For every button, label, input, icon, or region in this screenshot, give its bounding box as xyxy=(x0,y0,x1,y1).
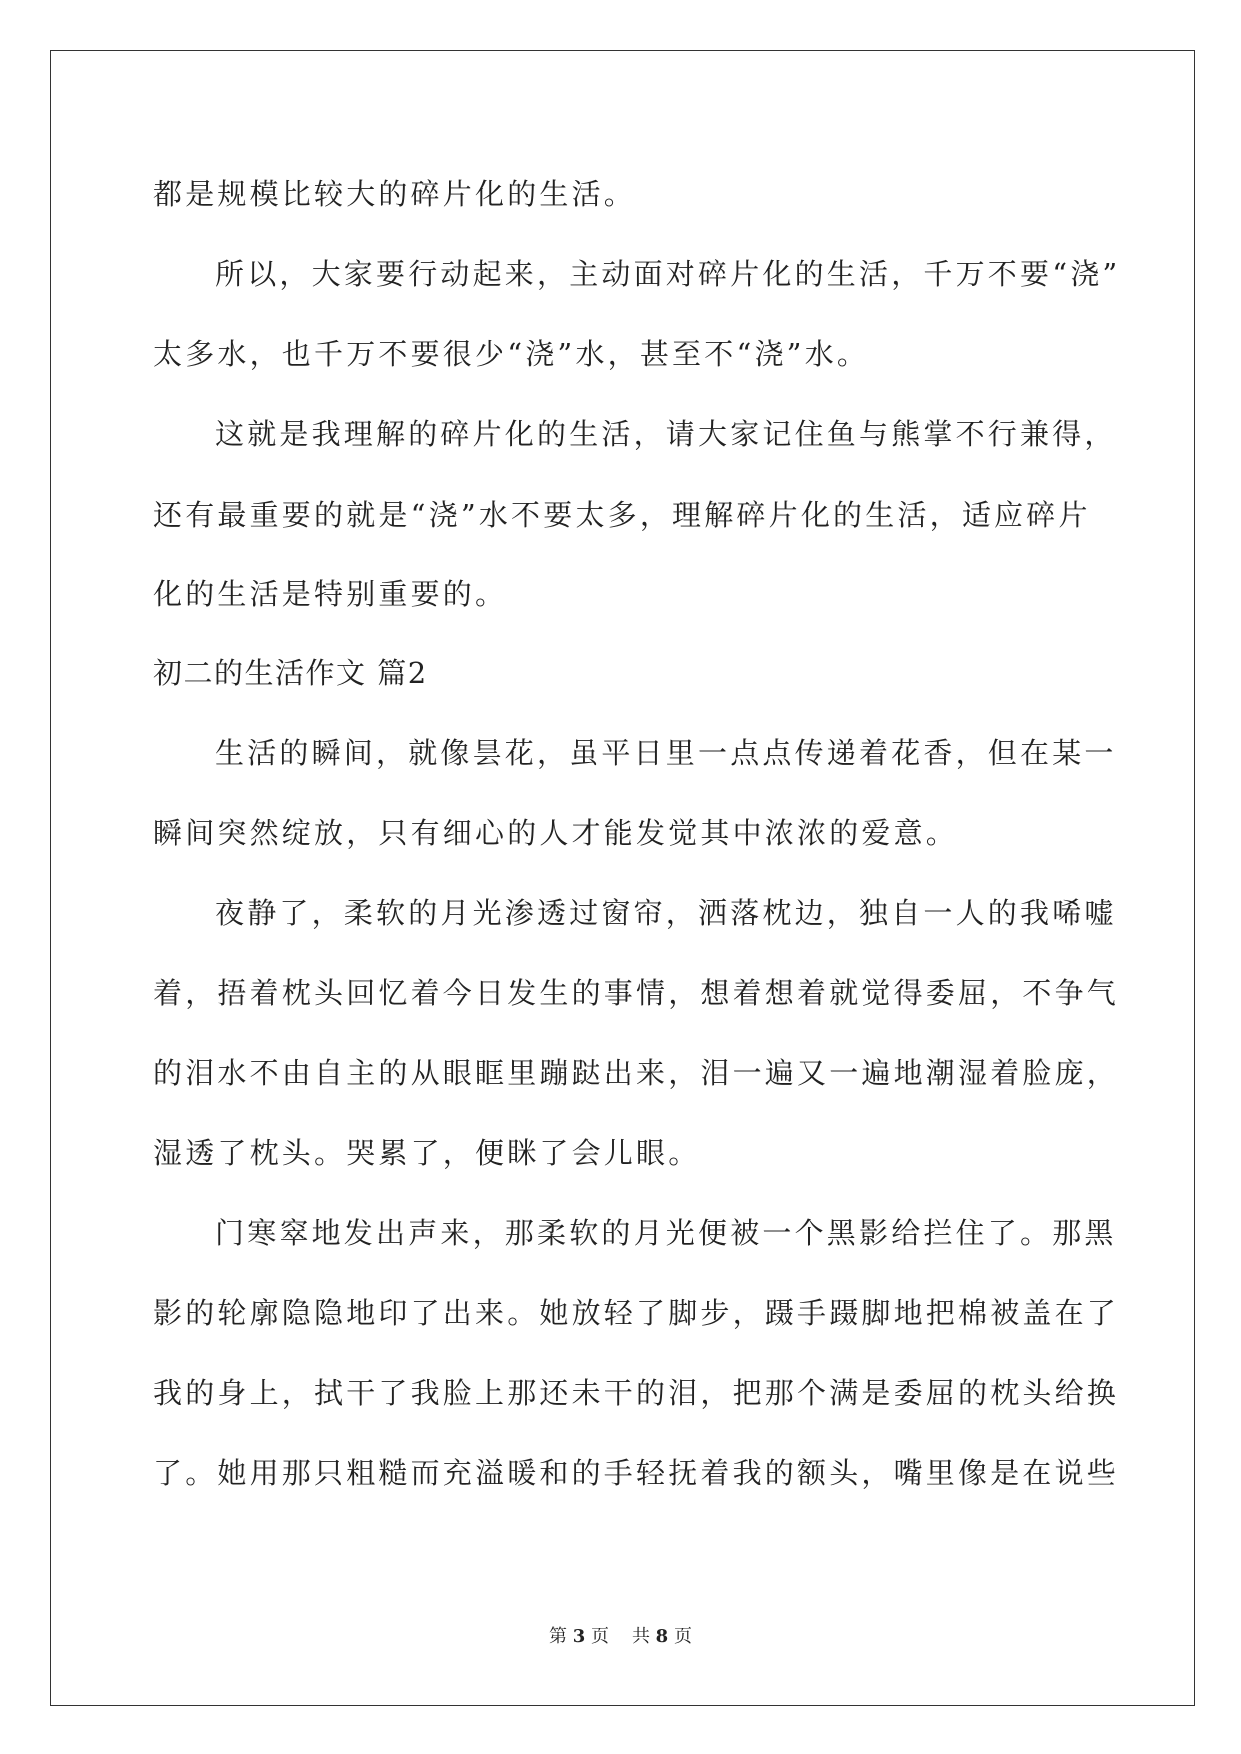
total-prefix: 共 xyxy=(631,1626,650,1647)
text-line: 太多水，也千万不要很少“浇”水，甚至不“浇”水。 xyxy=(153,337,870,371)
paragraph-start: 这就是我理解的碎片化的生活，请大家记住鱼与熊掌不行兼得， xyxy=(215,417,1117,451)
current-page-number: 3 xyxy=(572,1626,586,1647)
page-footer xyxy=(0,1626,1241,1648)
total-pages-number: 8 xyxy=(655,1626,669,1647)
text-line: 了。她用那只粗糙而充溢暖和的手轻抚着我的额头，嘴里像是在说些 xyxy=(153,1456,1120,1490)
text-line: 还有最重要的就是“浇”水不要太多，理解碎片化的生活，适应碎片 xyxy=(153,498,1091,532)
text-line: 化的生活是特别重要的。 xyxy=(153,577,508,611)
text-line: 湿透了枕头。哭累了，便眯了会儿眼。 xyxy=(153,1136,701,1170)
paragraph-start: 生活的瞬间，就像昙花，虽平日里一点点传递着花香，但在某一 xyxy=(215,736,1117,770)
page-prefix: 第 xyxy=(549,1626,568,1647)
section-heading: 初二的生活作文 篇2 xyxy=(153,656,428,690)
paragraph-start: 门寒窣地发出声来，那柔软的月光便被一个黑影给拦住了。那黑 xyxy=(215,1216,1117,1250)
text-line: 影的轮廓隐隐地印了出来。她放轻了脚步，蹑手蹑脚地把棉被盖在了 xyxy=(153,1296,1120,1330)
paragraph-start: 所以，大家要行动起来，主动面对碎片化的生活，千万不要“浇” xyxy=(215,257,1121,291)
paragraph-start: 夜静了，柔软的月光渗透过窗帘，洒落枕边，独自一人的我唏嘘 xyxy=(215,896,1117,930)
text-line: 瞬间突然绽放，只有细心的人才能发觉其中浓浓的爱意。 xyxy=(153,816,959,850)
text-line: 我的身上，拭干了我脸上那还未干的泪，把那个满是委屈的枕头给换 xyxy=(153,1376,1120,1410)
text-line: 的泪水不由自主的从眼眶里蹦跶出来，泪一遍又一遍地潮湿着脸庞， xyxy=(153,1056,1120,1090)
text-line: 着，捂着枕头回忆着今日发生的事情，想着想着就觉得委屈，不争气 xyxy=(153,976,1120,1010)
page-suffix: 页 xyxy=(591,1626,610,1647)
total-suffix: 页 xyxy=(673,1626,692,1647)
text-line: 都是规模比较大的碎片化的生活。 xyxy=(153,177,637,211)
